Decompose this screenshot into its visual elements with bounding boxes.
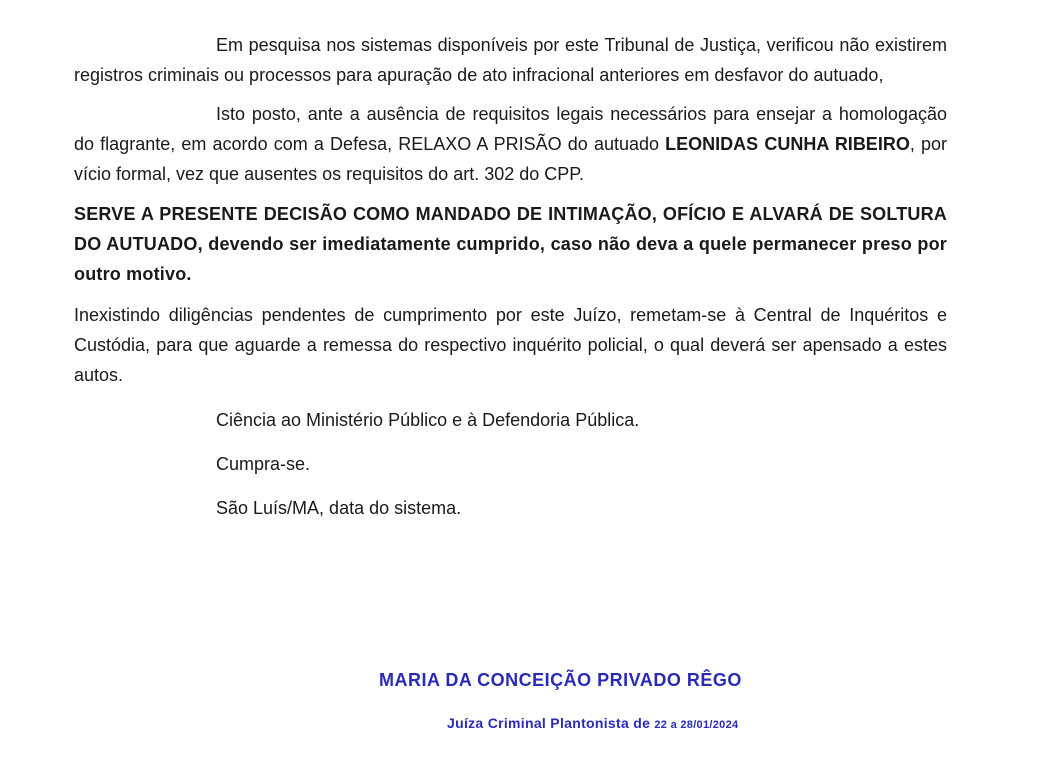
defendant-name: LEONIDAS CUNHA RIBEIRO — [665, 134, 910, 154]
paragraph-release-decision — [74, 99, 947, 189]
paragraph-comply: Cumpra-se. — [216, 454, 311, 474]
paragraph-place-date: São Luís/MA, data do sistema. — [216, 498, 462, 518]
signature-role-title: Juíza Criminal Plantonista de — [447, 715, 655, 731]
paragraph-notice: Ciência ao Ministério Público e à Defendoria Pública. — [216, 410, 640, 430]
signature-dates: 22 a 28/01/2024 — [654, 719, 739, 731]
paragraph-records-search: Em pesquisa nos sistemas disponíveis por este Tribunal de Justiça, verificou não existirem registros criminais ou processos para apuração de ato infracional anteriores em desfavor do autuado, — [74, 35, 947, 85]
signature-name: MARIA DA CONCEIÇÃO PRIVADO RÊGO — [379, 670, 742, 690]
paragraph-mandate: SERVE A PRESENTE DECISÃO COMO MANDADO DE INTIMAÇÃO, OFÍCIO E ALVARÁ DE SOLTURA DO AUTUADO, devendo ser imediatamente cumprido, caso não deva a quele permanecer preso por outro motivo. — [74, 204, 947, 284]
document-body — [74, 30, 947, 537]
release-decision-reason: , por vício formal, vez que ausentes os requisitos do art. 302 do CPP. — [74, 134, 947, 184]
release-decision-text: Isto posto, ante a ausência de requisitos legais necessários para ensejar a homologação do flagrante, em acordo com a Defesa, RELAXO A PRISÃO do autuado — [74, 104, 947, 154]
signature-role — [447, 715, 738, 731]
paragraph-no-pending: Inexistindo diligências pendentes de cumprimento por este Juízo, remetam-se à Central de Inquéritos e Custódia, para que aguarde a remessa do respectivo inquérito policial, o qual deverá ser apensado a estes autos. — [74, 305, 947, 385]
